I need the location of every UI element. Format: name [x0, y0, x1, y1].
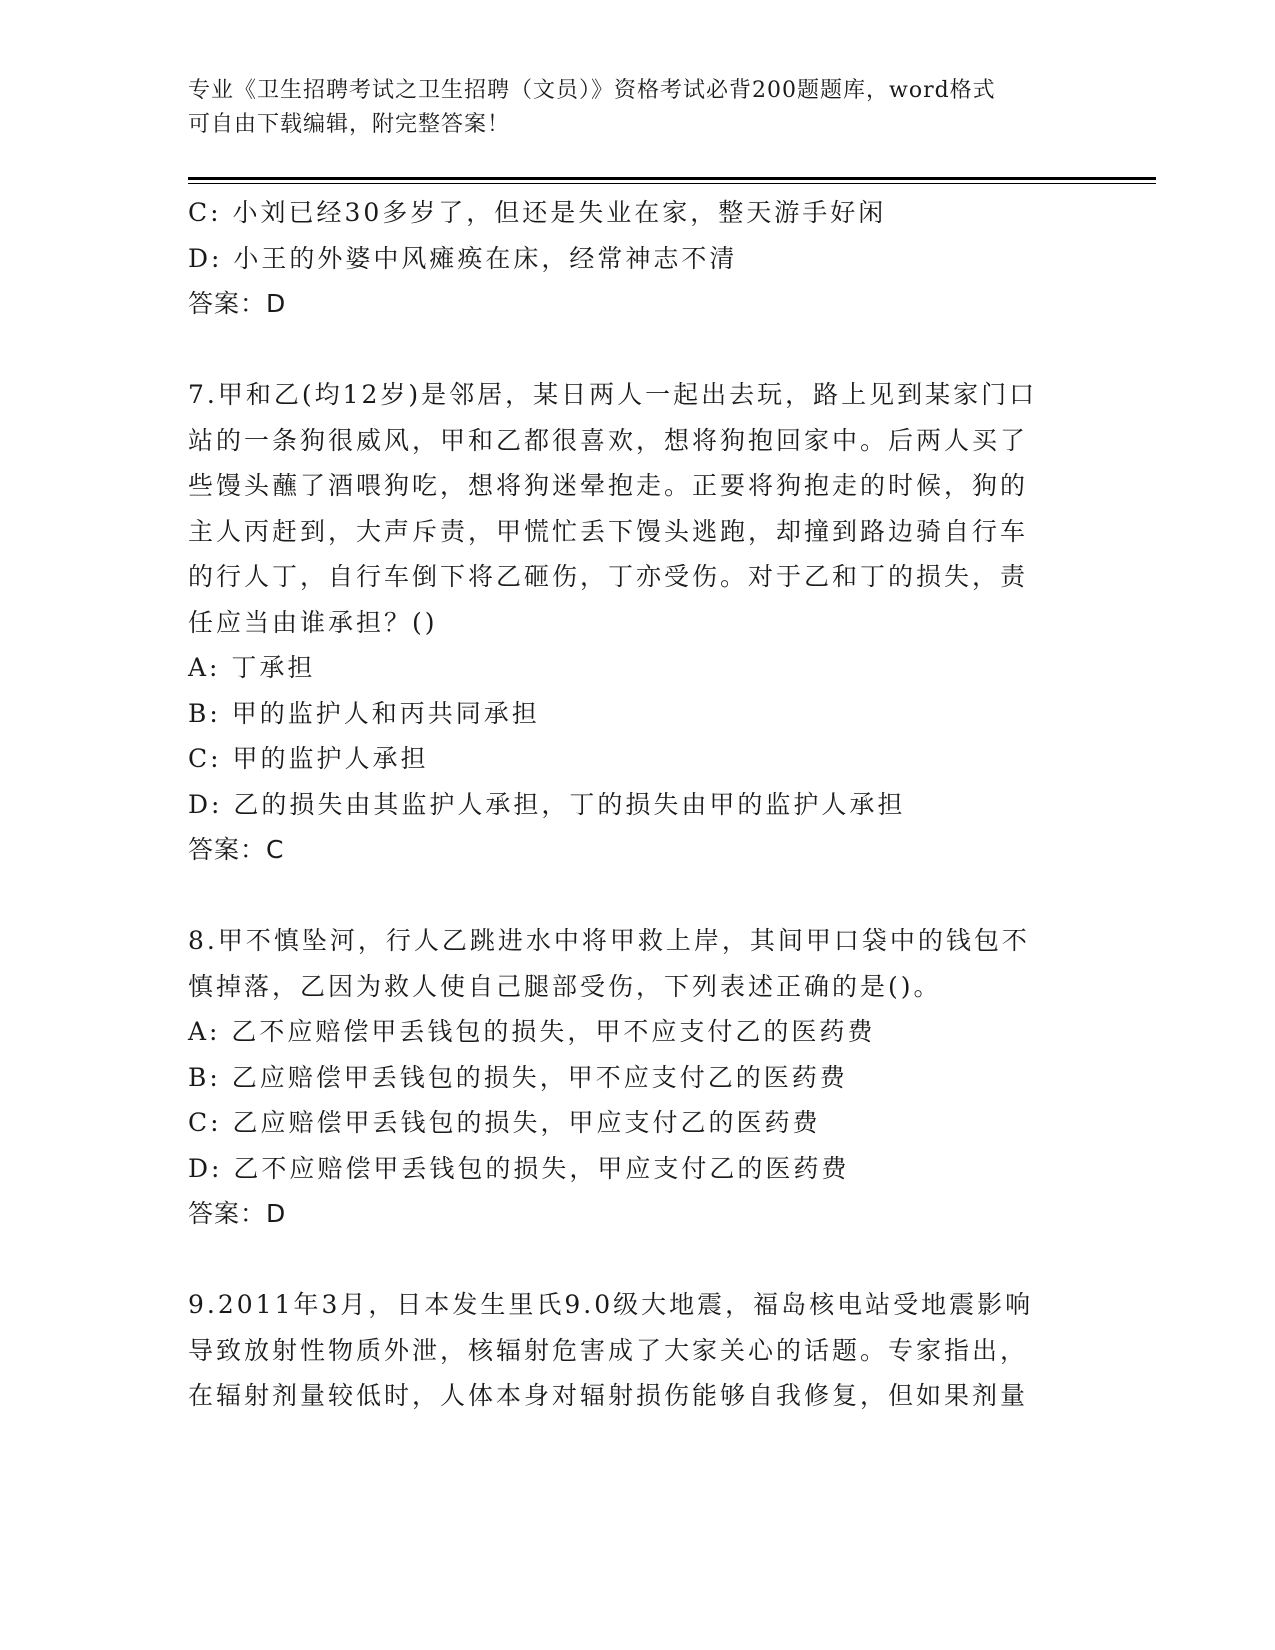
spacer — [188, 873, 1088, 919]
question-text: 在辐射剂量较低时，人体本身对辐射损伤能够自我修复，但如果剂量 — [188, 1381, 1029, 1410]
option-a: A: 乙不应赔偿甲丢钱包的损失，甲不应支付乙的医药费 — [188, 1017, 876, 1046]
document-body — [188, 190, 1088, 1419]
header-divider — [188, 177, 1156, 180]
option-b: B: 乙应赔偿甲丢钱包的损失，甲不应支付乙的医药费 — [188, 1062, 848, 1092]
option-c: C: 小刘已经30多岁了，但还是失业在家，整天游手好闲 — [188, 198, 887, 227]
spacer — [188, 1237, 1088, 1283]
question-block — [188, 918, 1088, 1237]
answer-line: 答案：C — [188, 835, 285, 864]
question-text: 7.甲和乙(均12岁)是邻居，某日两人一起出去玩，路上见到某家门口 — [188, 380, 1038, 409]
option-d: D: 乙不应赔偿甲丢钱包的损失，甲应支付乙的医药费 — [188, 1153, 850, 1183]
option-d: D: 小王的外婆中风瘫痪在床，经常神志不清 — [188, 243, 738, 273]
option-b: B: 甲的监护人和丙共同承担 — [188, 698, 540, 728]
header-divider-thin — [188, 183, 1156, 184]
question-text: 导致放射性物质外泄，核辐射危害成了大家关心的话题。专家指出， — [188, 1335, 1029, 1365]
question-text: 主人丙赶到，大声斥责，甲慌忙丢下馒头逃跑，却撞到路边骑自行车 — [188, 516, 1029, 546]
question-text: 的行人丁，自行车倒下将乙砸伤，丁亦受伤。对于乙和丁的损失，责 — [188, 562, 1029, 591]
option-c: C: 乙应赔偿甲丢钱包的损失，甲应支付乙的医药费 — [188, 1108, 821, 1137]
question-block — [188, 190, 1088, 327]
question-text: 慎掉落，乙因为救人使自己腿部受伤，下列表述正确的是()。 — [188, 971, 942, 1001]
option-d: D: 乙的损失由其监护人承担，丁的损失由甲的监护人承担 — [188, 789, 906, 819]
answer-line: 答案：D — [188, 289, 287, 318]
answer-line: 答案：D — [188, 1199, 287, 1228]
question-text: 些馒头蘸了酒喂狗吃，想将狗迷晕抱走。正要将狗抱走的时候，狗的 — [188, 471, 1029, 500]
option-c: C: 甲的监护人承担 — [188, 744, 429, 773]
question-text: 8.甲不慎坠河，行人乙跳进水中将甲救上岸，其间甲口袋中的钱包不 — [188, 926, 1030, 955]
header-line: 可自由下载编辑，附完整答案！ — [188, 112, 511, 137]
question-block — [188, 1282, 1088, 1419]
spacer — [188, 327, 1088, 373]
page-header — [188, 74, 1088, 142]
question-text: 任应当由谁承担？() — [188, 607, 438, 637]
question-text: 9.2011年3月，日本发生里氏9.0级大地震，福岛核电站受地震影响 — [188, 1290, 1034, 1319]
option-a: A: 丁承担 — [188, 653, 316, 682]
question-text: 站的一条狗很威风，甲和乙都很喜欢，想将狗抱回家中。后两人买了 — [188, 425, 1029, 455]
header-line: 专业《卫生招聘考试之卫生招聘（文员）》资格考试必背200题题库，word格式 — [188, 78, 996, 103]
question-block — [188, 372, 1088, 873]
